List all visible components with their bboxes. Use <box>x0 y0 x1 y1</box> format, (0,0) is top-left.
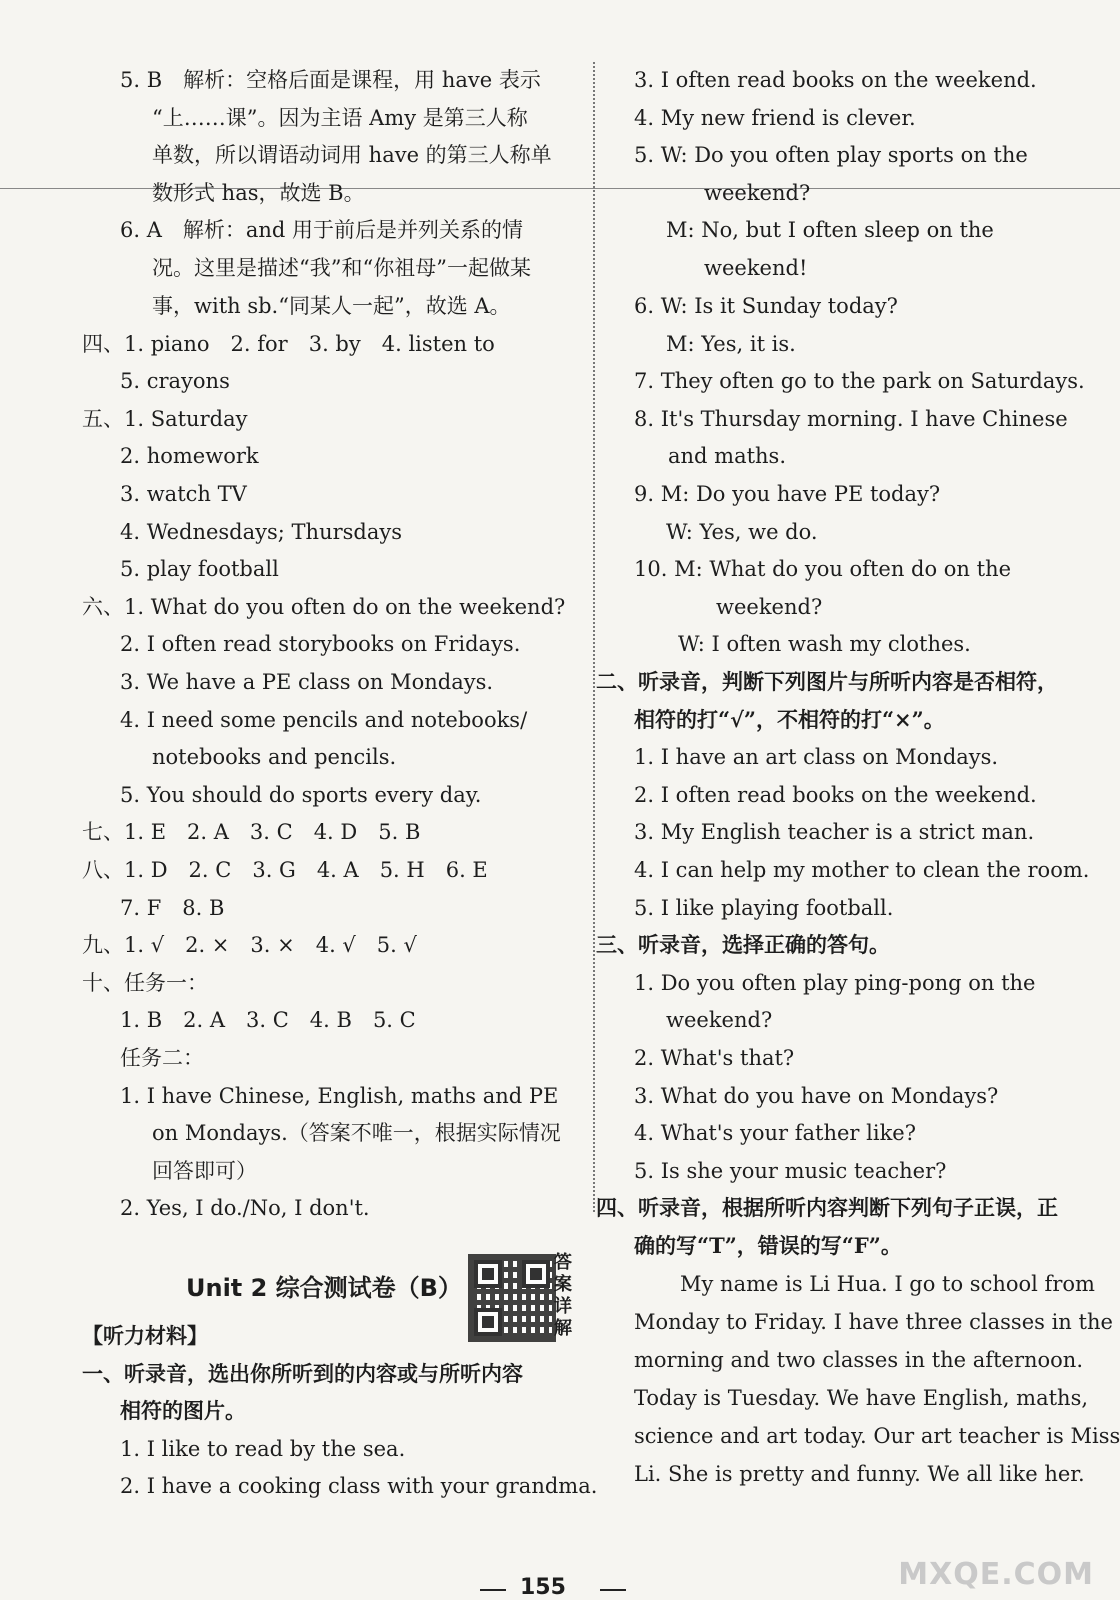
answer-line: 5. crayons <box>120 369 230 393</box>
answer-line: 6. A 解析：and 用于前后是并列关系的情 <box>120 218 524 242</box>
listening-line: 3. What do you have on Mondays? <box>634 1084 999 1108</box>
section-three-heading: 三、听录音，选择正确的答句。 <box>596 932 890 957</box>
answer-line: on Mondays.（答案不唯一，根据实际情况 <box>152 1121 561 1145</box>
passage-line: science and art today. Our art teacher is Miss <box>634 1424 1120 1448</box>
listening-line: weekend? <box>716 595 823 619</box>
answer-line: 5. B 解析：空格后面是课程，用 have 表示 <box>120 68 541 92</box>
listening-line: 1. Do you often play ping-pong on the <box>634 971 1036 995</box>
answer-line: 单数，所以谓语动词用 have 的第三人称单 <box>152 143 552 167</box>
qr-caption: 答案详解 <box>554 1252 572 1339</box>
answer-line: 4. Wednesdays; Thursdays <box>120 520 403 544</box>
passage-line: Monday to Friday. I have three classes in the <box>634 1310 1113 1334</box>
listening-line: 1. I like to read by the sea. <box>120 1437 406 1461</box>
listening-line: 9. M: Do you have PE today? <box>634 482 941 506</box>
section-seven-answers: 七、1. E 2. A 3. C 4. D 5. B <box>82 820 421 844</box>
listening-line: 2. I have a cooking class with your grandma. <box>120 1474 598 1498</box>
answer-line: 数形式 has，故选 B。 <box>152 181 365 205</box>
section-six-answers: 六、1. What do you often do on the weekend? <box>82 595 566 619</box>
section-eight-answers: 八、1. D 2. C 3. G 4. A 5. H 6. E <box>82 858 488 882</box>
listening-line: 2. What's that? <box>634 1046 795 1070</box>
listening-line: 6. W: Is it Sunday today? <box>634 294 898 318</box>
page-number-dash <box>600 1589 626 1591</box>
listening-line: 2. I often read books on the weekend. <box>634 783 1037 807</box>
page-number-dash <box>480 1589 506 1591</box>
answer-line: notebooks and pencils. <box>152 745 397 769</box>
section-ten-answers: 十、任务一： <box>82 971 208 995</box>
listening-line: 4. My new friend is clever. <box>634 106 916 130</box>
listening-line: 5. I like playing football. <box>634 896 894 920</box>
listening-line: 3. My English teacher is a strict man. <box>634 820 1035 844</box>
section-two-heading: 二、听录音，判断下列图片与所听内容是否相符， <box>596 669 1058 694</box>
listening-line: M: Yes, it is. <box>666 332 796 356</box>
passage-line: Today is Tuesday. We have English, maths, <box>634 1386 1089 1410</box>
passage-line: morning and two classes in the afternoon. <box>634 1348 1083 1372</box>
listening-line: weekend? <box>704 181 811 205</box>
answer-line: 4. I need some pencils and notebooks/ <box>120 708 528 732</box>
watermark: MXQE.COM <box>898 1557 1094 1592</box>
answer-line: 2. I often read storybooks on Fridays. <box>120 632 521 656</box>
answer-line: 7. F 8. B <box>120 896 225 920</box>
section-four-heading-cont: 确的写“T”，错误的写“F”。 <box>634 1233 902 1258</box>
answer-line: 2. Yes, I do./No, I don't. <box>120 1196 370 1220</box>
listening-line: W: I often wash my clothes. <box>678 632 971 656</box>
unit-title: Unit 2 综合测试卷（B） <box>186 1274 462 1302</box>
listening-line: 10. M: What do you often do on the <box>634 557 1012 581</box>
listening-line: 1. I have an art class on Mondays. <box>634 745 999 769</box>
passage-line: My name is Li Hua. I go to school from <box>680 1272 1095 1296</box>
section-four-answers: 四、1. piano 2. for 3. by 4. listen to <box>82 332 495 356</box>
answer-line: “上……课”。因为主语 Amy 是第三人称 <box>152 106 528 130</box>
qr-code-icon[interactable] <box>468 1254 556 1342</box>
listening-line: 5. Is she your music teacher? <box>634 1159 947 1183</box>
section-one-heading-cont: 相符的图片。 <box>120 1398 246 1423</box>
answer-line: 1. B 2. A 3. C 4. B 5. C <box>120 1008 416 1032</box>
page-number: 155 <box>520 1575 566 1600</box>
answer-line: 回答即可） <box>152 1159 257 1183</box>
section-four-heading: 四、听录音，根据所听内容判断下列句子正误，正 <box>596 1195 1058 1220</box>
answer-line: 3. We have a PE class on Mondays. <box>120 670 494 694</box>
section-two-heading-cont: 相符的打“√”，不相符的打“×”。 <box>634 707 945 732</box>
answer-line: 5. You should do sports every day. <box>120 783 482 807</box>
listening-line: 3. I often read books on the weekend. <box>634 68 1037 92</box>
listening-line: weekend! <box>704 256 808 280</box>
answer-line: 况。这里是描述“我”和“你祖母”一起做某 <box>152 256 531 280</box>
section-nine-answers: 九、1. √ 2. × 3. × 4. √ 5. √ <box>82 933 417 957</box>
listening-line: 5. W: Do you often play sports on the <box>634 143 1028 167</box>
column-divider <box>593 62 595 1212</box>
listening-line: 8. It's Thursday morning. I have Chinese <box>634 407 1068 431</box>
listening-line: 4. What's your father like? <box>634 1121 916 1145</box>
listening-line: 7. They often go to the park on Saturdays. <box>634 369 1085 393</box>
listening-header: 【听力材料】 <box>82 1323 208 1348</box>
section-one-heading: 一、听录音，选出你所听到的内容或与所听内容 <box>82 1361 523 1386</box>
listening-line: M: No, but I often sleep on the <box>666 218 994 242</box>
listening-line: W: Yes, we do. <box>666 520 818 544</box>
task-two-label: 任务二： <box>120 1046 204 1070</box>
listening-line: weekend? <box>666 1008 773 1032</box>
passage-line: Li. She is pretty and funny. We all like her. <box>634 1462 1085 1486</box>
answer-line: 1. I have Chinese, English, maths and PE <box>120 1084 559 1108</box>
listening-line: and maths. <box>668 444 787 468</box>
section-five-answers: 五、1. Saturday <box>82 407 248 431</box>
listening-line: 4. I can help my mother to clean the room. <box>634 858 1090 882</box>
answer-line: 2. homework <box>120 444 259 468</box>
answer-line: 5. play football <box>120 557 279 581</box>
answer-line: 事，with sb.“同某人一起”，故选 A。 <box>152 294 511 318</box>
answer-line: 3. watch TV <box>120 482 247 506</box>
